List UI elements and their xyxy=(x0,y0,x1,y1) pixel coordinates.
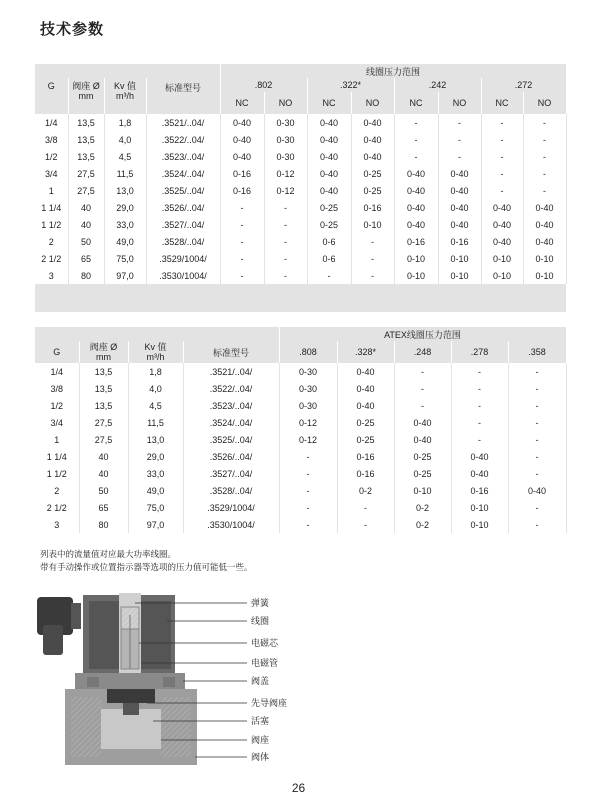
col-header-g: G xyxy=(35,78,68,114)
cell-pressure: 0-25 xyxy=(337,414,394,431)
cell-pressure: - xyxy=(508,516,566,533)
cell-pressure: - xyxy=(394,363,451,380)
cell-pressure: - xyxy=(481,148,523,165)
cell-seat: 40 xyxy=(79,448,128,465)
cell-pressure: 0-30 xyxy=(264,148,307,165)
cell-pressure: - xyxy=(307,267,351,284)
cell-pressure: - xyxy=(508,363,566,380)
table-footer-band xyxy=(35,284,566,312)
group-header: ATEX线圈压力范围 xyxy=(279,327,566,341)
cell-pressure: 0-40 xyxy=(508,482,566,499)
cell-kv: 13,0 xyxy=(128,431,183,448)
cell-seat: 13,5 xyxy=(68,148,104,165)
cell-pressure: - xyxy=(394,380,451,397)
cell-pressure: - xyxy=(508,465,566,482)
cell-pressure: - xyxy=(279,499,337,516)
cell-pressure: 0-25 xyxy=(394,448,451,465)
cell-kv: 1,8 xyxy=(104,114,146,131)
cell-pressure: 0-30 xyxy=(279,397,337,414)
cell-seat: 27,5 xyxy=(68,182,104,199)
cell-pressure: - xyxy=(481,131,523,148)
cell-pressure: - xyxy=(508,448,566,465)
cell-kv: 49,0 xyxy=(104,233,146,250)
cell-pressure: 0-40 xyxy=(307,182,351,199)
cell-pressure: 0-40 xyxy=(337,397,394,414)
header-spacer xyxy=(35,327,279,341)
cell-pressure: 0-40 xyxy=(438,182,481,199)
cell-pressure: 0-40 xyxy=(394,182,438,199)
cell-g: 1 1/2 xyxy=(35,216,68,233)
cell-kv: 49,0 xyxy=(128,482,183,499)
page-title: 技术参数 xyxy=(40,20,105,38)
table-row xyxy=(35,465,566,482)
table-row xyxy=(35,250,566,267)
cell-model: .3522/..04/ xyxy=(183,380,279,397)
cell-pressure: 0-16 xyxy=(337,465,394,482)
cell-pressure: 0-16 xyxy=(337,448,394,465)
label-spring: 弹簧 xyxy=(251,599,270,609)
cell-pressure: - xyxy=(279,448,337,465)
cell-pressure: - xyxy=(438,131,481,148)
coil-header: .272 xyxy=(481,78,566,92)
col-header-seat xyxy=(68,78,104,114)
no-header: NO xyxy=(523,92,566,114)
cell-model: .3526/..04/ xyxy=(146,199,220,216)
cell-pressure: - xyxy=(451,431,508,448)
cell-pressure: 0-40 xyxy=(394,199,438,216)
cell-g: 2 1/2 xyxy=(35,499,79,516)
table-row xyxy=(35,165,566,182)
table-row xyxy=(35,431,566,448)
cell-g: 1 1/4 xyxy=(35,199,68,216)
cell-pressure: 0-40 xyxy=(307,148,351,165)
col-header-kv xyxy=(128,341,183,363)
cell-pressure: 0-40 xyxy=(220,114,264,131)
col-header-kv-line1: Kv 值 xyxy=(113,81,136,91)
cell-pressure: 0-6 xyxy=(307,250,351,267)
cell-pressure: 0-10 xyxy=(394,250,438,267)
coil-header: .808 xyxy=(279,341,337,363)
cell-pressure: 0-10 xyxy=(481,250,523,267)
cell-pressure: - xyxy=(523,114,566,131)
table-row xyxy=(35,233,566,250)
coil-header: .242 xyxy=(394,78,481,92)
cell-pressure: 0-2 xyxy=(394,499,451,516)
cell-kv: 97,0 xyxy=(104,267,146,284)
cell-pressure: 0-25 xyxy=(337,431,394,448)
cell-seat: 50 xyxy=(79,482,128,499)
cell-pressure: - xyxy=(508,431,566,448)
cell-kv: 13,0 xyxy=(104,182,146,199)
label-seat: 阀座 xyxy=(251,736,270,746)
cell-pressure: - xyxy=(394,397,451,414)
cell-pressure: 0-10 xyxy=(523,250,566,267)
no-header: NO xyxy=(351,92,394,114)
cell-seat: 27,5 xyxy=(79,414,128,431)
col-header-seat-line2: mm xyxy=(96,352,111,362)
header-spacer xyxy=(35,64,220,78)
cell-pressure: 0-16 xyxy=(451,482,508,499)
cell-pressure: - xyxy=(481,182,523,199)
cell-pressure: - xyxy=(481,114,523,131)
label-coil: 线圈 xyxy=(251,617,270,627)
cell-pressure: 0-16 xyxy=(220,165,264,182)
cell-pressure: - xyxy=(220,216,264,233)
cell-pressure: 0-40 xyxy=(394,216,438,233)
table-row xyxy=(35,267,566,284)
cell-pressure: 0-10 xyxy=(438,250,481,267)
cell-pressure: - xyxy=(451,414,508,431)
cell-kv: 29,0 xyxy=(128,448,183,465)
table-row xyxy=(35,363,566,380)
cell-pressure: 0-25 xyxy=(351,182,394,199)
cell-pressure: 0-30 xyxy=(279,363,337,380)
cell-pressure: 0-40 xyxy=(481,199,523,216)
table-notes xyxy=(40,549,253,575)
cell-model: .3524/..04/ xyxy=(146,165,220,182)
coil-header: .328* xyxy=(337,341,394,363)
cell-pressure: 0-16 xyxy=(351,199,394,216)
cell-kv: 97,0 xyxy=(128,516,183,533)
connector-plug xyxy=(37,597,81,655)
no-header: NO xyxy=(264,92,307,114)
cell-g: 3/8 xyxy=(35,131,68,148)
cell-pressure: - xyxy=(264,267,307,284)
cell-pressure: 0-40 xyxy=(481,233,523,250)
col-header-kv-line2: m³/h xyxy=(146,352,165,362)
label-tube: 电磁管 xyxy=(251,659,279,669)
cell-model: .3522/..04/ xyxy=(146,131,220,148)
col-header-model: 标准型号 xyxy=(146,78,220,114)
note-line: 列表中的流量值对应最大功率线圈。 xyxy=(40,550,177,560)
cell-kv: 1,8 xyxy=(128,363,183,380)
cell-pressure: 0-25 xyxy=(307,216,351,233)
cell-kv: 29,0 xyxy=(104,199,146,216)
coil-header: .278 xyxy=(451,341,508,363)
cell-pressure: - xyxy=(451,397,508,414)
cell-pressure: 0-40 xyxy=(438,216,481,233)
cell-pressure: 0-10 xyxy=(451,499,508,516)
cell-model: .3530/1004/ xyxy=(183,516,279,533)
cell-seat: 80 xyxy=(68,267,104,284)
cell-pressure: 0-40 xyxy=(523,216,566,233)
cell-pressure: 0-40 xyxy=(451,465,508,482)
cell-pressure: 0-40 xyxy=(351,131,394,148)
spec-table-standard xyxy=(35,64,567,312)
cell-kv: 4,0 xyxy=(104,131,146,148)
cell-model: .3530/1004/ xyxy=(146,267,220,284)
cell-pressure: - xyxy=(508,397,566,414)
cell-kv: 11,5 xyxy=(104,165,146,182)
table-row xyxy=(35,499,566,516)
cell-pressure: 0-25 xyxy=(351,165,394,182)
cell-pressure: - xyxy=(523,131,566,148)
cell-pressure: 0-2 xyxy=(337,482,394,499)
cell-pressure: 0-40 xyxy=(307,165,351,182)
cell-pressure: - xyxy=(394,148,438,165)
coil-header: .358 xyxy=(508,341,566,363)
cell-g: 2 1/2 xyxy=(35,250,68,267)
cell-kv: 4,5 xyxy=(128,397,183,414)
group-header: 线圈压力范围 xyxy=(220,64,566,78)
cell-pressure: - xyxy=(351,250,394,267)
cell-model: .3526/..04/ xyxy=(183,448,279,465)
cell-kv: 4,0 xyxy=(128,380,183,397)
cell-seat: 40 xyxy=(79,465,128,482)
cell-pressure: - xyxy=(220,199,264,216)
cell-kv: 75,0 xyxy=(104,250,146,267)
cell-g: 3/8 xyxy=(35,380,79,397)
cell-g: 1 1/4 xyxy=(35,448,79,465)
cell-model: .3523/..04/ xyxy=(183,397,279,414)
table-row xyxy=(35,131,566,148)
cell-g: 3 xyxy=(35,516,79,533)
cell-pressure: 0-40 xyxy=(337,380,394,397)
cell-pressure: - xyxy=(220,233,264,250)
label-piston: 活塞 xyxy=(251,717,270,727)
cell-pressure: - xyxy=(523,165,566,182)
cell-g: 1 xyxy=(35,431,79,448)
cell-g: 3/4 xyxy=(35,165,68,182)
cell-kv: 4,5 xyxy=(104,148,146,165)
cell-pressure: 0-40 xyxy=(394,165,438,182)
valve-cross-section-diagram xyxy=(35,585,335,775)
cell-pressure: - xyxy=(264,250,307,267)
label-pilot-seat: 先导阀座 xyxy=(251,699,288,709)
cell-pressure: - xyxy=(438,148,481,165)
cell-seat: 65 xyxy=(79,499,128,516)
col-header-seat-line2: mm xyxy=(78,91,94,101)
cell-g: 1/2 xyxy=(35,397,79,414)
cell-g: 3/4 xyxy=(35,414,79,431)
cell-pressure: 0-10 xyxy=(394,267,438,284)
cell-pressure: - xyxy=(264,216,307,233)
cell-g: 1/4 xyxy=(35,363,79,380)
valve-body xyxy=(65,689,197,765)
spec-table-atex xyxy=(35,327,567,533)
cell-model: .3521/..04/ xyxy=(183,363,279,380)
cell-pressure: 0-40 xyxy=(220,131,264,148)
cell-model: .3528/..04/ xyxy=(146,233,220,250)
cell-pressure: - xyxy=(351,267,394,284)
label-body: 阀体 xyxy=(251,753,270,763)
cell-pressure: - xyxy=(508,499,566,516)
note-line: 带有手动操作或位置指示器等选项的压力值可能低一些。 xyxy=(40,563,253,573)
cell-pressure: - xyxy=(481,165,523,182)
cell-pressure: - xyxy=(279,482,337,499)
coil-header: .322* xyxy=(307,78,394,92)
cell-g: 1/2 xyxy=(35,148,68,165)
cell-pressure: 0-16 xyxy=(438,233,481,250)
cell-kv: 33,0 xyxy=(128,465,183,482)
bonnet xyxy=(75,673,185,689)
table-row xyxy=(35,516,566,533)
col-header-kv-line1: Kv 值 xyxy=(144,342,167,352)
cell-g: 1 1/2 xyxy=(35,465,79,482)
cell-pressure: - xyxy=(523,148,566,165)
cell-pressure: 0-40 xyxy=(307,114,351,131)
cell-seat: 40 xyxy=(68,199,104,216)
cell-g: 2 xyxy=(35,233,68,250)
cell-model: .3529/1004/ xyxy=(183,499,279,516)
cell-pressure: 0-30 xyxy=(264,114,307,131)
nc-header: NC xyxy=(481,92,523,114)
cell-pressure: 0-40 xyxy=(351,148,394,165)
cell-pressure: 0-25 xyxy=(394,465,451,482)
table-row xyxy=(35,397,566,414)
cell-pressure: 0-40 xyxy=(307,131,351,148)
cell-seat: 13,5 xyxy=(79,397,128,414)
cell-pressure: - xyxy=(337,499,394,516)
col-header-g: G xyxy=(35,341,79,363)
table-row xyxy=(35,199,566,216)
cell-pressure: - xyxy=(523,182,566,199)
cell-model: .3525/..04/ xyxy=(146,182,220,199)
cell-seat: 13,5 xyxy=(79,363,128,380)
nc-header: NC xyxy=(220,92,264,114)
cell-pressure: 0-40 xyxy=(523,233,566,250)
cell-model: .3523/..04/ xyxy=(146,148,220,165)
no-header: NO xyxy=(438,92,481,114)
cell-seat: 13,5 xyxy=(68,114,104,131)
cell-pressure: 0-16 xyxy=(394,233,438,250)
table-row xyxy=(35,182,566,199)
coil-header: .248 xyxy=(394,341,451,363)
cell-g: 3 xyxy=(35,267,68,284)
cell-pressure: 0-12 xyxy=(279,431,337,448)
cell-g: 2 xyxy=(35,482,79,499)
cell-pressure: - xyxy=(337,516,394,533)
cell-pressure: 0-40 xyxy=(451,448,508,465)
nc-header: NC xyxy=(394,92,438,114)
table-row xyxy=(35,380,566,397)
cell-model: .3529/1004/ xyxy=(146,250,220,267)
cell-pressure: - xyxy=(279,465,337,482)
coil-header: .802 xyxy=(220,78,307,92)
cell-pressure: 0-10 xyxy=(481,267,523,284)
page-number: 26 xyxy=(291,781,306,795)
spring-and-core xyxy=(121,607,139,669)
col-header-seat-line1: 阀座 Ø xyxy=(89,342,118,352)
cell-pressure: - xyxy=(394,131,438,148)
cell-pressure: 0-25 xyxy=(307,199,351,216)
label-plunger: 电磁芯 xyxy=(251,639,279,649)
cell-pressure: 0-40 xyxy=(394,431,451,448)
cell-seat: 65 xyxy=(68,250,104,267)
cell-pressure: 0-10 xyxy=(351,216,394,233)
cell-pressure: - xyxy=(438,114,481,131)
cell-kv: 11,5 xyxy=(128,414,183,431)
cell-model: .3521/..04/ xyxy=(146,114,220,131)
cell-pressure: - xyxy=(394,114,438,131)
cell-pressure: 0-40 xyxy=(438,199,481,216)
cell-pressure: - xyxy=(508,414,566,431)
cell-pressure: 0-12 xyxy=(279,414,337,431)
cell-pressure: 0-10 xyxy=(523,267,566,284)
col-header-seat-line1: 阀座 Ø xyxy=(72,81,100,91)
table-row xyxy=(35,414,566,431)
cell-model: .3528/..04/ xyxy=(183,482,279,499)
cell-pressure: 0-40 xyxy=(481,216,523,233)
table-body xyxy=(35,114,566,284)
cell-seat: 40 xyxy=(68,216,104,233)
table-row xyxy=(35,448,566,465)
cell-pressure: 0-30 xyxy=(264,131,307,148)
label-bonnet: 阀盖 xyxy=(251,677,270,687)
diagram-labels xyxy=(251,597,287,763)
cell-g: 1/4 xyxy=(35,114,68,131)
nc-header: NC xyxy=(307,92,351,114)
cell-kv: 33,0 xyxy=(104,216,146,233)
cell-pressure: 0-40 xyxy=(351,114,394,131)
cell-pressure: - xyxy=(220,250,264,267)
cell-model: .3525/..04/ xyxy=(183,431,279,448)
cell-seat: 50 xyxy=(68,233,104,250)
cell-pressure: - xyxy=(220,267,264,284)
col-header-seat xyxy=(79,341,128,363)
col-header-kv-line2: m³/h xyxy=(116,91,134,101)
cell-model: .3527/..04/ xyxy=(146,216,220,233)
cell-pressure: 0-40 xyxy=(220,148,264,165)
cell-pressure: 0-10 xyxy=(451,516,508,533)
cell-seat: 27,5 xyxy=(68,165,104,182)
cell-model: .3524/..04/ xyxy=(183,414,279,431)
cell-pressure: 0-40 xyxy=(523,199,566,216)
table-row xyxy=(35,482,566,499)
cell-pressure: 0-16 xyxy=(220,182,264,199)
cell-seat: 27,5 xyxy=(79,431,128,448)
cell-pressure: - xyxy=(508,380,566,397)
col-header-model: 标准型号 xyxy=(183,341,279,363)
cell-pressure: 0-12 xyxy=(264,165,307,182)
cell-model: .3527/..04/ xyxy=(183,465,279,482)
cell-pressure: 0-6 xyxy=(307,233,351,250)
cell-pressure: 0-2 xyxy=(394,516,451,533)
cell-pressure: - xyxy=(351,233,394,250)
table-body xyxy=(35,363,566,533)
table-row xyxy=(35,148,566,165)
cell-pressure: 0-12 xyxy=(264,182,307,199)
cell-pressure: 0-10 xyxy=(394,482,451,499)
cell-pressure: 0-30 xyxy=(279,380,337,397)
cell-pressure: - xyxy=(279,516,337,533)
cell-pressure: 0-40 xyxy=(337,363,394,380)
cell-seat: 13,5 xyxy=(68,131,104,148)
cell-pressure: - xyxy=(451,363,508,380)
table-row xyxy=(35,114,566,131)
col-header-kv xyxy=(104,78,146,114)
cell-pressure: 0-40 xyxy=(394,414,451,431)
cell-seat: 80 xyxy=(79,516,128,533)
cell-seat: 13,5 xyxy=(79,380,128,397)
table-row xyxy=(35,216,566,233)
cell-pressure: - xyxy=(451,380,508,397)
cell-pressure: - xyxy=(264,233,307,250)
cell-g: 1 xyxy=(35,182,68,199)
cell-pressure: - xyxy=(264,199,307,216)
cell-pressure: 0-40 xyxy=(438,165,481,182)
cell-kv: 75,0 xyxy=(128,499,183,516)
cell-pressure: 0-10 xyxy=(438,267,481,284)
